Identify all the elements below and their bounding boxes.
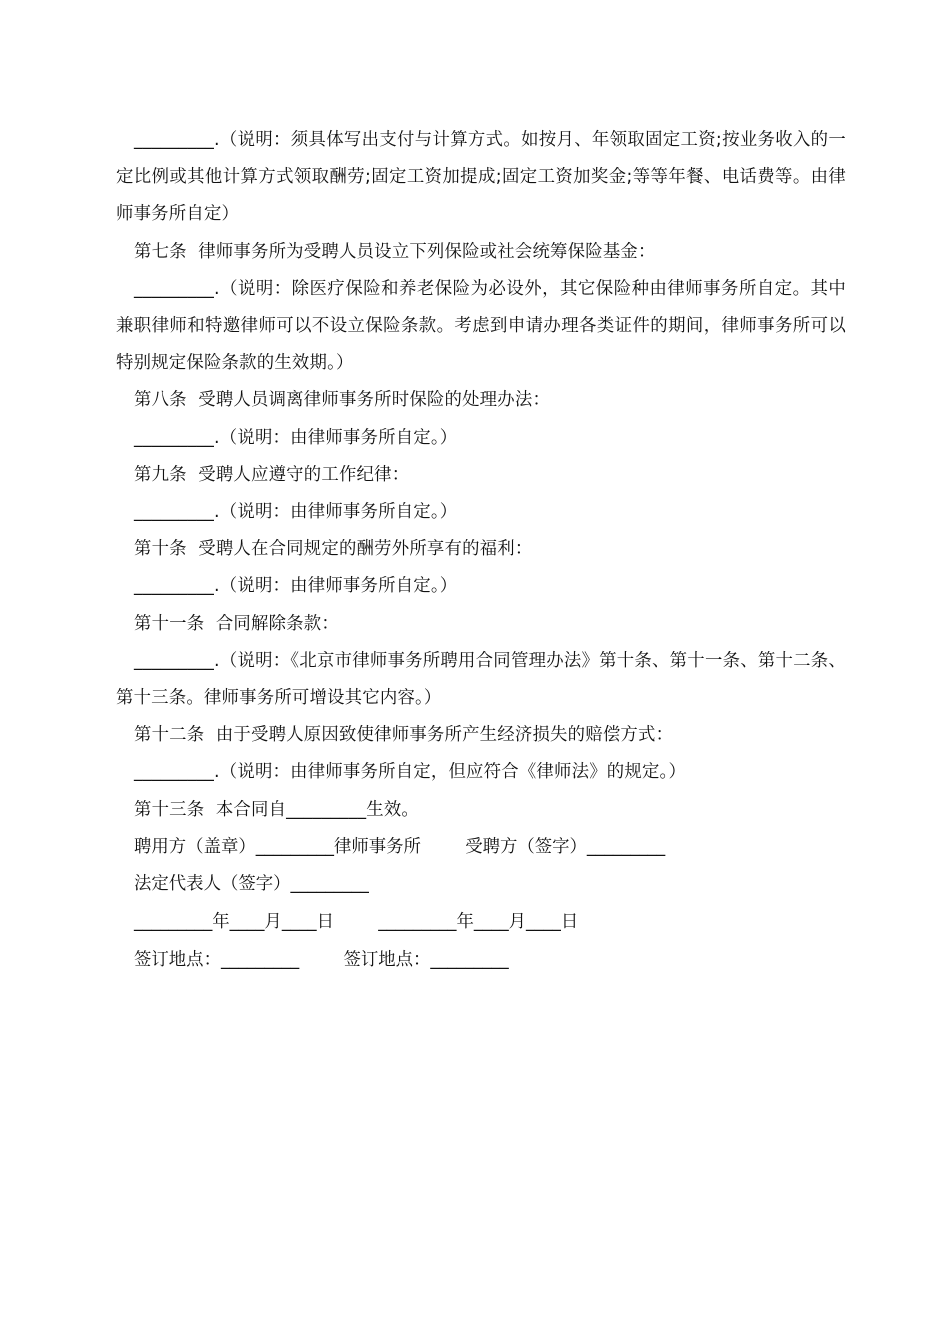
article-13: 第十三条 本合同自_________生效。 — [134, 799, 420, 820]
signature-parties-row — [116, 829, 846, 867]
place-row — [116, 942, 846, 980]
article-9-title: 第九条 受聘人应遵守的工作纪律： — [134, 464, 410, 485]
article-11-note: _________.（说明：《北京市律师事务所聘用合同管理办法》第十条、第十一条、第十二条、第十三条。律师事务所可增设其它内容。） — [116, 650, 846, 709]
article-12-title: 第十二条 由于受聘人原因致使律师事务所产生经济损失的赔偿方式： — [134, 725, 674, 746]
article-8-note: _________.（说明：由律师事务所自定。） — [134, 427, 458, 448]
employee-signature: 受聘方（签字）_________ — [465, 836, 666, 857]
pay-method-note: _________.（说明：须具体写出支付与计算方式。如按月、年领取固定工资;按业务收入的一定比例或其他计算方式领取酬劳;固定工资加提成;固定工资加奖金;等等年餐、电话费等。由律师事务所自定） — [116, 130, 846, 225]
employer-date: _________年____月____日 — [134, 912, 334, 933]
article-10-title: 第十条 受聘人在合同规定的酬劳外所享有的福利： — [134, 539, 533, 560]
article-9-note: _________.（说明：由律师事务所自定。） — [134, 502, 458, 523]
legal-rep-signature: 法定代表人（签字）_________ — [134, 874, 369, 895]
legal-rep-row — [116, 866, 846, 904]
employer-seal: 聘用方（盖章）_________律师事务所 — [134, 836, 421, 857]
date-row — [116, 904, 846, 942]
article-7-title: 第七条 律师事务所为受聘人员设立下列保险或社会统筹保险基金： — [134, 241, 656, 262]
article-12-note: _________.（说明：由律师事务所自定，但应符合《律师法》的规定。） — [134, 762, 687, 783]
employee-date: _________年____月____日 — [378, 912, 579, 933]
article-7-note: _________.（说明：除医疗保险和养老保险为必设外，其它保险种由律师事务所自定。其中兼职律师和特邀律师可以不设立保险条款。考虑到申请办理各类证件的期间，律师事务所可以特别规定保险条款的生效期。） — [116, 278, 846, 374]
article-10-note: _________.（说明：由律师事务所自定。） — [134, 576, 458, 597]
employer-place: 签订地点：_________ — [134, 949, 300, 970]
article-11-title: 第十一条 合同解除条款： — [134, 613, 339, 634]
employee-place: 签订地点：_________ — [343, 949, 509, 970]
article-8-title: 第八条 受聘人员调离律师事务所时保险的处理办法： — [134, 390, 551, 411]
